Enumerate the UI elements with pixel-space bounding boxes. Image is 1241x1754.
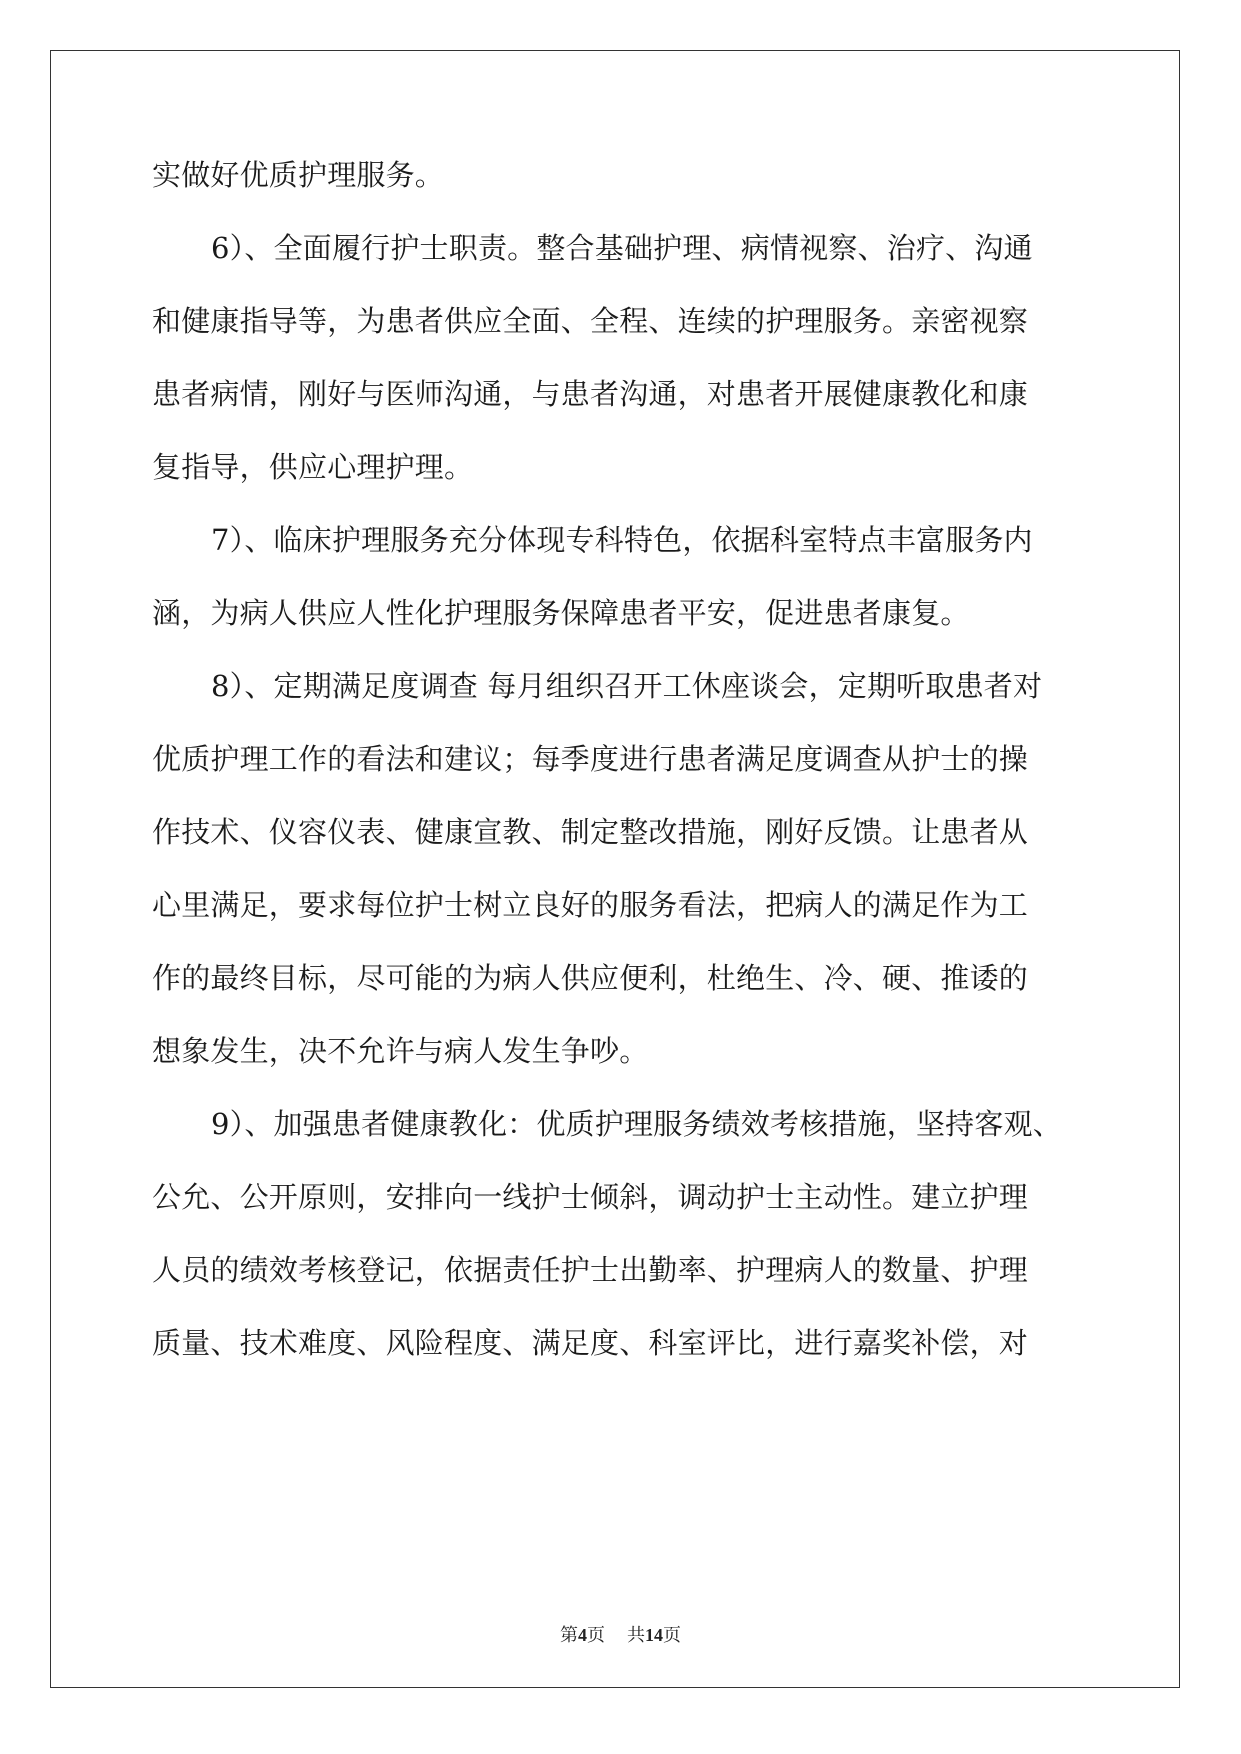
text-line: 6）、全面履行护士职责。整合基础护理、病情视察、治疗、沟通 xyxy=(211,231,1033,265)
text-line: 9）、加强患者健康教化：优质护理服务绩效考核措施，坚持客观、 xyxy=(211,1107,1062,1141)
current-page-number: 4 xyxy=(578,1625,587,1645)
page-suffix: 页 xyxy=(587,1625,605,1645)
total-pages-label xyxy=(627,1625,681,1645)
text-line: 涵，为病人供应人性化护理服务保障患者平安，促进患者康复。 xyxy=(152,596,970,630)
page-prefix: 第 xyxy=(560,1625,578,1645)
text-line: 心里满足，要求每位护士树立良好的服务看法，把病人的满足作为工 xyxy=(152,888,1029,922)
text-line: 人员的绩效考核登记，依据责任护士出勤率、护理病人的数量、护理 xyxy=(152,1253,1029,1287)
text-line: 8）、定期满足度调查 每月组织召开工休座谈会，定期听取患者对 xyxy=(211,669,1043,703)
text-line: 复指导，供应心理护理。 xyxy=(152,450,474,484)
text-line: 作技术、仪容仪表、健康宣教、制定整改措施，刚好反馈。让患者从 xyxy=(152,815,1029,849)
page-border xyxy=(50,50,1180,1688)
text-line: 作的最终目标，尽可能的为病人供应便利，杜绝生、冷、硬、推诿的 xyxy=(152,961,1029,995)
page-number-label xyxy=(560,1625,605,1645)
total-page-count: 14 xyxy=(645,1625,663,1645)
text-line: 7）、临床护理服务充分体现专科特色，依据科室特点丰富服务内 xyxy=(211,523,1033,557)
text-line: 患者病情，刚好与医师沟通，与患者沟通，对患者开展健康教化和康 xyxy=(152,377,1029,411)
page-footer xyxy=(0,1621,1241,1647)
text-line: 优质护理工作的看法和建议；每季度进行患者满足度调查从护士的操 xyxy=(152,742,1029,776)
total-prefix: 共 xyxy=(627,1625,645,1645)
text-line: 和健康指导等，为患者供应全面、全程、连续的护理服务。亲密视察 xyxy=(152,304,1029,338)
total-suffix: 页 xyxy=(663,1625,681,1645)
text-line: 公允、公开原则，安排向一线护士倾斜，调动护士主动性。建立护理 xyxy=(152,1180,1029,1214)
text-line: 质量、技术难度、风险程度、满足度、科室评比，进行嘉奖补偿，对 xyxy=(152,1326,1029,1360)
text-line: 想象发生，决不允许与病人发生争吵。 xyxy=(152,1034,649,1068)
text-line: 实做好优质护理服务。 xyxy=(152,158,445,192)
